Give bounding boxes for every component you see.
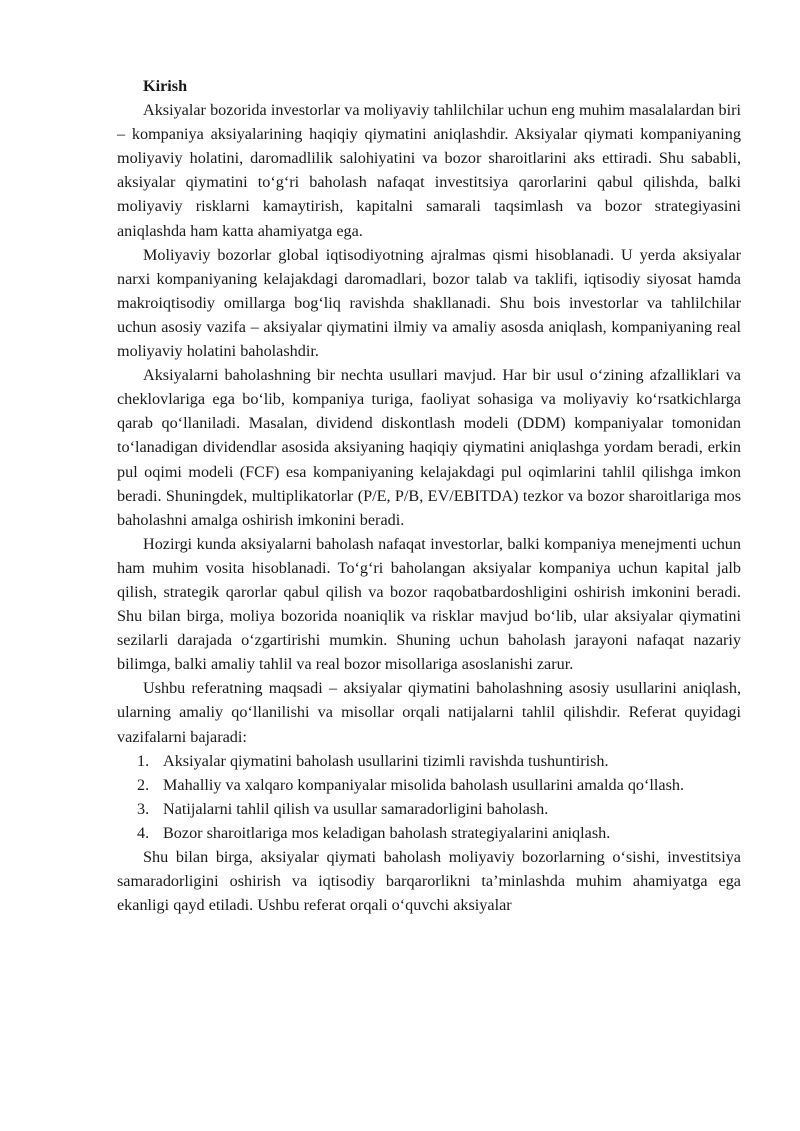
paragraph-1: Aksiyalar bozorida investorlar va moliyaviy tahlilchilar uchun eng muhim masalalardan biri – kompaniya aksiyalarining haqiqiy qiymatini aniqlashdir. Aksiyalar qiymati kompaniyaning moliyaviy holatini, daromadlilik salohiyatini va bozor sharoitlarini aks ettiradi. Shu sababli, aksiyalar qiymatini to‘g‘ri baholash nafaqat investitsiya qarorlarini qabul qilishda, balki moliyaviy risklarni kamaytirish, kapitalni samarali taqsimlash va bozor strategiyasini aniqlashda ham katta ahamiyatga ega.: [117, 101, 741, 240]
list-item: [137, 797, 741, 821]
list-item-text: Mahalliy va xalqaro kompaniyalar misolida baholash usullarini amalda qo‘llash.: [163, 775, 685, 794]
list-item: [137, 773, 741, 797]
list-item: [137, 749, 741, 773]
list-item-number: 3.: [137, 799, 150, 818]
list-item-number: 1.: [137, 751, 150, 770]
list-item-number: 4.: [137, 823, 150, 842]
list-item: [137, 821, 741, 845]
task-list: [117, 749, 741, 845]
paragraph-6: Shu bilan birga, aksiyalar qiymati baholash moliyaviy bozorlarning o‘sishi, investitsiya samaradorligini oshirish va iqtisodiy barqarorlikni ta’minlashda muhim ahamiyatga ega ekanligi qayd etiladi. Ushbu referat orqali o‘quvchi aksiyalar: [117, 848, 741, 915]
list-item-text: Natijalarni tahlil qilish va usullar samaradorligini baholash.: [163, 799, 549, 818]
paragraph-4: Hozirgi kunda aksiyalarni baholash nafaqat investorlar, balki kompaniya menejmenti uchun ham muhim vosita hisoblanadi. To‘g‘ri baholangan aksiyalar kompaniya uchun kapital jalb qilish, strategik qarorlar qabul qilish va bozor raqobatbardoshligini oshirish imkonini beradi. Shu bilan birga, moliya bozorida noaniqlik va risklar mavjud bo‘lib, ular aksiyalar qiymatini sezilarli darajada o‘zgartirishi mumkin. Shuning uchun baholash jarayoni nafaqat nazariy bilimga, balki amaliy tahlil va real bozor misollariga asoslanishi zarur.: [117, 534, 741, 674]
list-item-number: 2.: [137, 775, 150, 794]
paragraph-5: Ushbu referatning maqsadi – aksiyalar qiymatini baholashning asosiy usullarini aniqlash, ularning amaliy qo‘llanilishi va misollar orqali natijalarni tahlil qilishdir. Referat quyidagi vazifalarni bajaradi:: [117, 679, 741, 746]
paragraph-2: Moliyaviy bozorlar global iqtisodiyotning ajralmas qismi hisoblanadi. U yerda aksiyalar narxi kompaniyaning kelajakdagi daromadlari, bozor talab va taklifi, iqtisodiy siyosat hamda makroiqtisodiy omillarga bog‘liq ravishda shakllanadi. Shu bois investorlar va tahlilchilar uchun asosiy vazifa – aksiyalar qiymatini ilmiy va amaliy asosda aniqlash, kompaniyaning real moliyaviy holatini baholashdir.: [117, 245, 741, 361]
document-page: [117, 74, 741, 917]
section-heading: Kirish: [143, 77, 188, 95]
list-item-text: Aksiyalar qiymatini baholash usullarini tizimli ravishda tushuntirish.: [163, 751, 609, 770]
paragraph-3: Aksiyalarni baholashning bir nechta usullari mavjud. Har bir usul o‘zining afzalliklari va cheklovlariga ega bo‘lib, kompaniya turiga, faoliyat sohasiga va moliyaviy ko‘rsatkichlarga qarab qo‘llaniladi. Masalan, dividend diskontlash modeli (DDM) kompaniyalar tomonidan to‘lanadigan dividendlar asosida aksiyaning haqiqiy qiymatini aniqlashga yordam beradi, erkin pul oqimi modeli (FCF) esa kompaniyaning kelajakdagi pul oqimlarini tahlil qilishga imkon beradi. Shuningdek, multiplikatorlar (P/E, P/B, EV/EBITDA) tezkor va bozor sharoitlariga mos baholashni amalga oshirish imkonini beradi.: [117, 366, 741, 529]
list-item-text: Bozor sharoitlariga mos keladigan baholash strategiyalarini aniqlash.: [163, 823, 611, 842]
